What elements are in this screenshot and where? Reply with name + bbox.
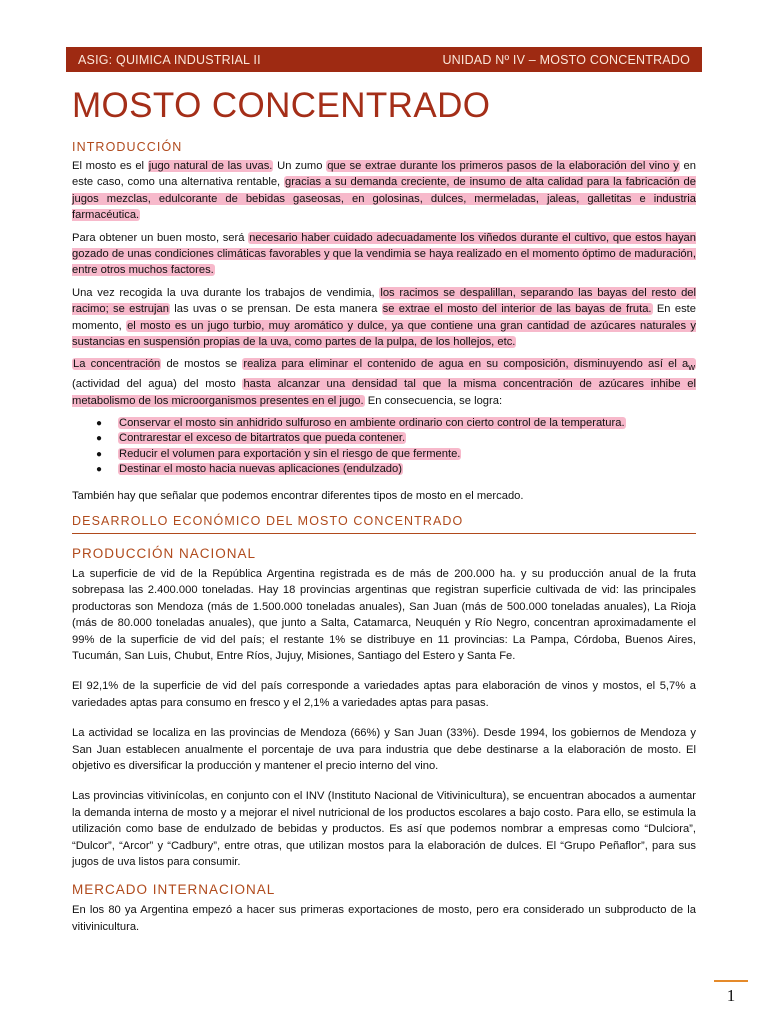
bullet-icon: ●	[96, 417, 103, 429]
highlight: jugo natural de las uvas.	[148, 160, 273, 172]
produccion-paragraph-1: La superficie de vid de la República Argentina registrada es de más de 200.000 ha. y su producción anual de la fruta sobrepasa las 2.400.000 toneladas. Hay 18 provincias argentinas que registran superficie cultivada de vid: las principales productoras son Mendoza (más de 1.500.000 toneladas anuales), San Juan (más de 500.000 toneladas anuales), La Rioja (más de 80.000 toneladas anuales), que junto a Salta, Catamarca, Neuquén y Río Negro, concentran aproximadamente el 99% de la superficie de vid del país; el restante 1% se distribuye en 11 provincias: La Pampa, Córdoba, Buenos Aires, Tucumán, San Luis, Chubut, Entre Ríos, Jujuy, Misiones, Santiago del Estero y Santa Fe.	[72, 567, 696, 662]
page-number: 1	[714, 980, 748, 1012]
highlight: se extrae el mosto del interior de las bayas de fruta.	[382, 303, 652, 316]
highlight: que se extrae durante los primeros pasos de la elaboración del vino y	[327, 160, 679, 172]
highlight: La concentración	[73, 358, 161, 371]
page-header-bar	[66, 47, 702, 72]
produccion-paragraph-2: El 92,1% de la superficie de vid del país corresponde a variedades aptas para elaboración de vinos y mostos, el 5,7% a variedades aptas para consumo en fresco y el 2,1% a variedades aptas para pasas.	[72, 680, 696, 709]
mercado-paragraph-1: En los 80 ya Argentina empezó a hacer sus primeras exportaciones de mosto, pero era considerado un subproducto de la vitivinicultura.	[72, 904, 696, 933]
intro-paragraph-2	[72, 230, 696, 279]
text-run: (actividad del agua) del mosto	[72, 378, 243, 391]
list-item	[96, 416, 696, 431]
header-course-label: ASIG: QUIMICA INDUSTRIAL II	[78, 52, 261, 67]
subsection-heading-produccion: PRODUCCIÓN NACIONAL	[72, 545, 257, 561]
highlight: el mosto es un jugo turbio, muy aromático y dulce, ya que contiene una gran cantidad de azúcares naturales y sustancias en suspensión propias de la uva, como partes de la pulpa, de los hollejos, etc.	[72, 319, 696, 349]
intro-paragraph-1	[72, 158, 696, 224]
bullet-icon: ●	[96, 433, 103, 445]
text-run: en este caso, como una alternativa rentable,	[72, 160, 697, 189]
highlight: hasta alcanzar una densidad tal que la misma concentración de azúcares inhibe el metabolismo de los microorganismos presentes en el jugo.	[72, 378, 697, 407]
highlight: gracias a su demanda creciente, de insumo de alta calidad para la fabricación de jugos mezclas, edulcorante de bebidas gaseosas, en golosinas, dulces, mermeladas, jaleas, galletitas e industria farmacéutica.	[72, 176, 696, 222]
text-run: En consecuencia, se logra:	[364, 394, 503, 407]
highlight: Reducir el volumen para exportación y sin el riesgo de que fermente.	[119, 447, 461, 460]
text-run: las uvas o se prensan. De esta manera	[169, 303, 382, 316]
subsection-heading-mercado: MERCADO INTERNACIONAL	[72, 882, 276, 898]
intro-paragraph-5: También hay que señalar que podemos encontrar diferentes tipos de mosto en el mercado.	[72, 489, 524, 502]
highlight: Conservar el mosto sin anhidrido sulfuroso en ambiente ordinario con cierto control de la temperatura.	[119, 416, 625, 429]
section-heading-introduccion: INTRODUCCIÓN	[72, 140, 183, 154]
highlight: Contrarestar el exceso de bitartratos que pueda contener.	[119, 432, 406, 445]
text-run: En este momento,	[72, 303, 696, 332]
text-run: Para obtener un buen mosto, será	[72, 231, 249, 244]
text-run: Una vez recogida la uva durante los trabajos de vendimia,	[72, 286, 380, 299]
document-body	[72, 86, 696, 941]
text-run: Un zumo	[273, 160, 327, 172]
header-unit-label: UNIDAD Nº IV – MOSTO CONCENTRADO	[442, 52, 690, 67]
document-title: MOSTO CONCENTRADO	[72, 86, 491, 125]
bullet-icon: ●	[96, 448, 103, 460]
intro-paragraph-3	[72, 285, 696, 351]
highlight	[242, 358, 696, 373]
text-run: de mostos se	[161, 358, 243, 371]
list-item	[96, 462, 696, 477]
list-item	[96, 431, 696, 446]
list-item	[96, 447, 696, 462]
produccion-paragraph-3: La actividad se localiza en las provincias de Mendoza (66%) y San Juan (33%). Desde 1994, los gobiernos de Mendoza y San Juan establecen anualmente el porcentaje de uva para industria que debe destinarse a la elaboración de mosto. El objetivo es diversificar la producción y mantener el precio interno del vino.	[72, 727, 696, 773]
intro-paragraph-4	[72, 356, 696, 408]
highlight: Destinar el mosto hacia nuevas aplicaciones (endulzado)	[119, 463, 402, 476]
bullet-icon: ●	[96, 464, 103, 476]
highlight: los racimos se despalillan, separando las bayas del resto del racimo; se estrujan	[72, 286, 696, 316]
highlight-text: realiza para eliminar el contenido de agua en su composición, disminuyendo así el a	[243, 358, 689, 371]
section-heading-desarrollo: DESARROLLO ECONÓMICO DEL MOSTO CONCENTRADO	[72, 514, 696, 534]
benefits-list	[72, 416, 696, 478]
highlight: necesario haber cuidado adecuadamente los viñedos durante el cultivo, que estos hayan gozado de unas condiciones climáticas favorables y que la vendimia se haya realizado en el momento óptimo de maduración, entre otros muchos factores.	[72, 231, 696, 277]
text-run: El mosto es el	[72, 160, 148, 172]
produccion-paragraph-4: Las provincias vitivinícolas, en conjunto con el INV (Instituto Nacional de Vitivinicultura), se encuentran abocados a aumentar la demanda interna de mosto y a mejorar el nivel nutricional de los productos escolares a bajo costo. Para ello, se estimula la utilización como base de endulzado de bebidas y productos. Es así que podemos nombrar a empresas como “Dulciora”, “Dulcor”, “Arcor” y “Cadbury”, entre otras, que utilizan mostos para la elaboración de dulces. El “Grupo Peñaflor”, para sus jugos de uva listos para consumir.	[72, 790, 696, 869]
subscript-w: w	[688, 362, 695, 373]
